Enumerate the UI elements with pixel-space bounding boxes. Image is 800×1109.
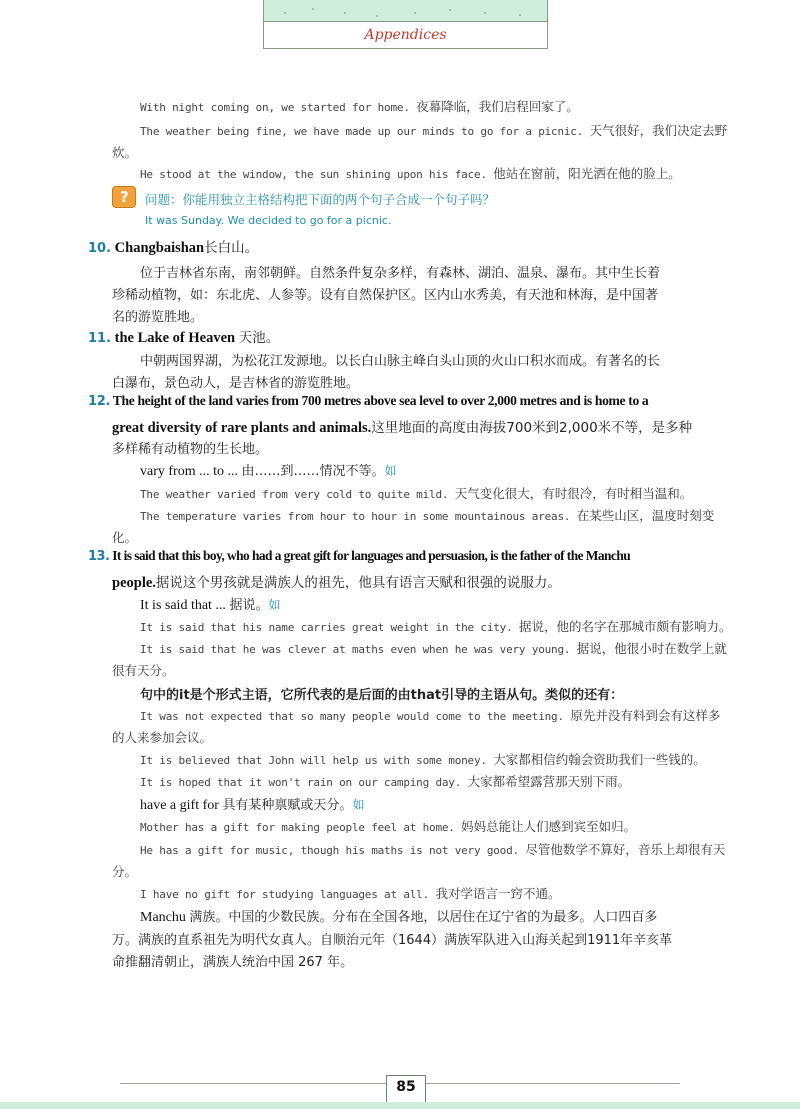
example-line: 化。 <box>112 530 138 545</box>
phrase-line: have a gift for 具有某种禀赋或天分。如 <box>140 798 365 813</box>
example-line: 分。 <box>112 864 138 879</box>
grammar-note: 句中的it是个形式主语，它所代表的是后面的由that引导的主语从句。类似的还有： <box>140 688 624 703</box>
page-footer <box>0 1075 800 1109</box>
example-line: With night coming on, we started for home. 夜幕降临，我们启程回家了。 <box>140 99 579 114</box>
note-heading-13-cont: people.据说这个男孩就是满族人的祖先，他具有语言天赋和很强的说服力。 <box>112 575 561 591</box>
note-heading-12-cont: great diversity of rare plants and animals.这里地面的高度由海拔700米到2,000米不等，是多种 <box>112 420 693 436</box>
header-decor-band <box>264 0 547 22</box>
note-paragraph: 中朝两国界湖，为松花江发源地。以长白山脉主峰白头山顶的火山口积水而成。有著名的长 <box>140 354 661 369</box>
section-title: Appendices <box>364 27 447 43</box>
note-paragraph: 多样稀有动植物的生长地。 <box>112 442 269 457</box>
example-line: 很有天分。 <box>112 663 175 678</box>
manchu-paragraph: Manchu 满族。中国的少数民族。分布在全国各地，以居住在辽宁省的为最多。人口四百多 <box>140 910 658 925</box>
note-paragraph: 命推翻清朝止，满族人统治中国 267 年。 <box>112 955 354 970</box>
note-paragraph: 白瀑布，景色动人，是吉林省的游览胜地。 <box>112 376 360 391</box>
example-line: It was not expected that so many people would come to the meeting. 原先并没有料到会有这样多 <box>140 708 721 723</box>
page-number: 85 <box>386 1075 426 1105</box>
question-sentence: It was Sunday. We decided to go for a picnic. <box>145 214 392 227</box>
example-line: The temperature varies from hour to hour in some mountainous areas. 在某些山区，温度时刻变 <box>140 508 715 523</box>
example-line: He has a gift for music, though his maths is not very good. 尽管他数学不算好，音乐上却很有天 <box>140 842 726 857</box>
page-header <box>263 0 548 49</box>
note-heading-10: 10. Changbaishan长白山。 <box>88 240 259 256</box>
example-line: It is believed that John will help us with some money. 大家都相信约翰会资助我们一些钱的。 <box>140 752 706 767</box>
example-line: It is said that he was clever at maths even when he was very young. 据说，他很小时在数学上就 <box>140 641 727 656</box>
example-line: It is hoped that it won't rain on our camping day. 大家都希望露营那天别下雨。 <box>140 774 631 789</box>
example-line: He stood at the window, the sun shining upon his face. 他站在窗前，阳光洒在他的脸上。 <box>140 166 681 181</box>
note-paragraph: 珍稀动植物，如：东北虎、人参等。设有自然保护区。区内山水秀美，有天池和林海，是中国著 <box>112 288 659 303</box>
phrase-line: vary from ... to ... 由……到……情况不等。如 <box>140 464 397 479</box>
example-line: It is said that his name carries great weight in the city. 据说，他的名字在那城市颇有影响力。 <box>140 619 732 634</box>
note-heading-12: 12. The height of the land varies from 700 metres above sea level to over 2,000 metres and is home to a <box>88 393 649 409</box>
question-text: 问题：你能用独立主格结构把下面的两个句子合成一个句子吗？ <box>145 192 496 207</box>
phrase-line: It is said that ... 据说。如 <box>140 598 281 613</box>
note-heading-13: 13. It is said that this boy, who had a great gift for languages and persuasion, is the father of the Manchu <box>88 548 631 564</box>
note-paragraph: 位于吉林省东南，南邻朝鲜。自然条件复杂多样，有森林、湖泊、温泉、瀑布。其中生长着 <box>140 266 661 281</box>
example-line: Mother has a gift for making people feel at home. 妈妈总能让人们感到宾至如归。 <box>140 819 637 834</box>
example-line: 炊。 <box>112 145 138 160</box>
footer-decor-band <box>0 1102 800 1109</box>
example-line: The weather being fine, we have made up our minds to go for a picnic. 天气很好，我们决定去野 <box>140 123 728 138</box>
example-line: I have no gift for studying languages at all. 我对学语言一窍不通。 <box>140 886 561 901</box>
example-line: 的人来参加会议。 <box>112 730 213 745</box>
note-paragraph: 万。满族的直系祖先为明代女真人。自顺治元年（1644）满族军队进入山海关起到1911年辛亥革 <box>112 933 673 948</box>
note-paragraph: 名的游览胜地。 <box>112 310 204 325</box>
note-heading-11: 11. the Lake of Heaven 天池。 <box>88 330 280 346</box>
question-icon <box>112 186 136 208</box>
example-line: The weather varied from very cold to quite mild. 天气变化很大，有时很冷，有时相当温和。 <box>140 486 693 501</box>
